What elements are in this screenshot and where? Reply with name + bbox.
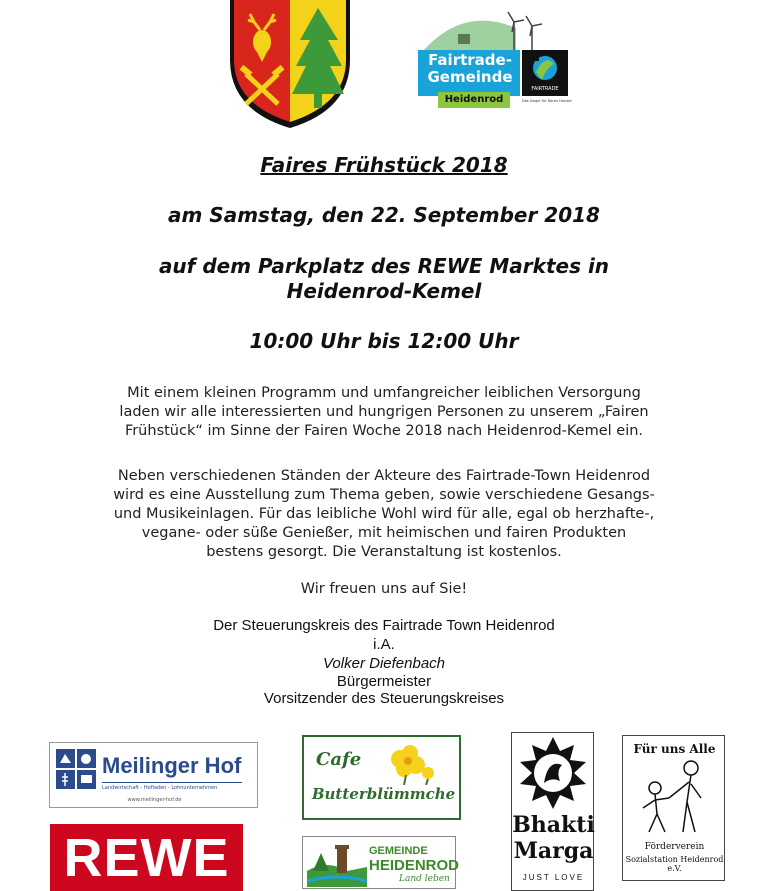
bhakti-line1: Bhakti	[512, 812, 595, 838]
paragraph-1-line: Frühstück“ im Sinne der Fairen Woche 2018 nach Heidenrod-Kemel ein.	[124, 423, 644, 439]
paragraph-2-line: vegane- oder süße Genießer, mit heimischen und fairen Produkten	[141, 525, 627, 541]
foerderverein-line1: Förderverein	[644, 842, 705, 852]
gemeinde-line1: GEMEINDE	[369, 845, 428, 857]
fairtrade-gemeinde-logo	[418, 6, 582, 112]
fairtrade-slogan: Das Siegel für Fairen Handel	[522, 99, 572, 103]
farm-icons-grid-icon	[56, 749, 96, 789]
foerderverein-logo	[622, 735, 725, 881]
foerderverein-title: Für uns Alle	[633, 742, 716, 756]
event-title: Faires Frühstück 2018	[260, 153, 508, 177]
meilinger-divider	[102, 782, 242, 783]
bhakti-marga-logo	[511, 732, 594, 891]
fairtrade-logo-line2: Gemeinde	[427, 68, 513, 86]
tower-landscape-icon	[307, 841, 367, 887]
cafe-line1: Cafe	[316, 749, 362, 770]
paragraph-1-line: laden wir alle interessierten und hungrigen Personen zu unserem „Fairen	[119, 404, 649, 420]
cafe-butterbluemmche-logo	[302, 735, 461, 820]
gemeinde-line3: Land leben	[399, 874, 450, 884]
bhakti-line3: JUST LOVE	[522, 873, 585, 882]
bhakti-emblem-icon	[516, 737, 590, 811]
event-location-line1: auf dem Parkplatz des REWE Marktes in	[158, 254, 610, 278]
fairtrade-mark-label: FAIRTRADE	[531, 86, 559, 92]
foerderverein-line2: Sozialstation Heidenrod e.V.	[625, 855, 724, 873]
signature-role2: Vorsitzender des Steuerungskreises	[263, 690, 505, 707]
meilinger-url: www.meilinger-hof.de	[127, 797, 182, 803]
coat-of-arms-icon	[226, 0, 354, 130]
rewe-wordmark: REWE	[63, 828, 230, 888]
meilinger-tagline: Landwirtschaft - Hofladen - Lohnunternehmen	[102, 785, 218, 791]
rewe-logo	[50, 824, 243, 891]
paragraph-2-line: und Musikeinlagen. Für das leibliche Wohl wird für alle, egal ob herzhafte-,	[113, 506, 655, 522]
signature-name: Volker Diefenbach	[322, 655, 445, 672]
event-date: am Samstag, den 22. September 2018	[168, 203, 600, 227]
event-location-line2: Heidenrod-Kemel	[286, 279, 482, 303]
meilinger-name: Meilinger Hof	[102, 753, 242, 778]
cafe-line2: Butterblümmche	[311, 785, 456, 803]
fairtrade-logo-line1: Fairtrade-	[428, 51, 512, 69]
meilinger-hof-logo	[49, 742, 258, 808]
caring-people-icon	[635, 758, 715, 834]
signature-ia: i.A.	[373, 636, 395, 653]
gemeinde-heidenrod-logo	[302, 836, 460, 889]
gemeinde-line2: HEIDENROD	[369, 857, 460, 874]
paragraph-2	[60, 467, 708, 562]
paragraph-1-line: Mit einem kleinen Programm und umfangreicher leiblichen Versorgung	[127, 385, 641, 401]
buttercup-flower-icon	[386, 745, 436, 785]
fairtrade-logo-place: Heidenrod	[444, 94, 504, 105]
paragraph-1	[60, 384, 708, 441]
closing-line: Wir freuen uns auf Sie!	[300, 581, 468, 597]
signature-role: Bürgermeister	[336, 673, 432, 690]
paragraph-2-line: wird es eine Ausstellung zum Thema geben, sowie verschiedene Gesangs-	[113, 487, 655, 503]
event-time: 10:00 Uhr bis 12:00 Uhr	[249, 329, 519, 353]
paragraph-2-line: bestens gesorgt. Die Veranstaltung ist kostenlos.	[206, 544, 562, 560]
signature-org: Der Steuerungskreis des Fairtrade Town Heidenrod	[213, 617, 555, 634]
paragraph-2-line: Neben verschiedenen Ständen der Akteure des Fairtrade-Town Heidenrod	[117, 468, 651, 484]
bhakti-line2: Marga	[513, 838, 594, 864]
